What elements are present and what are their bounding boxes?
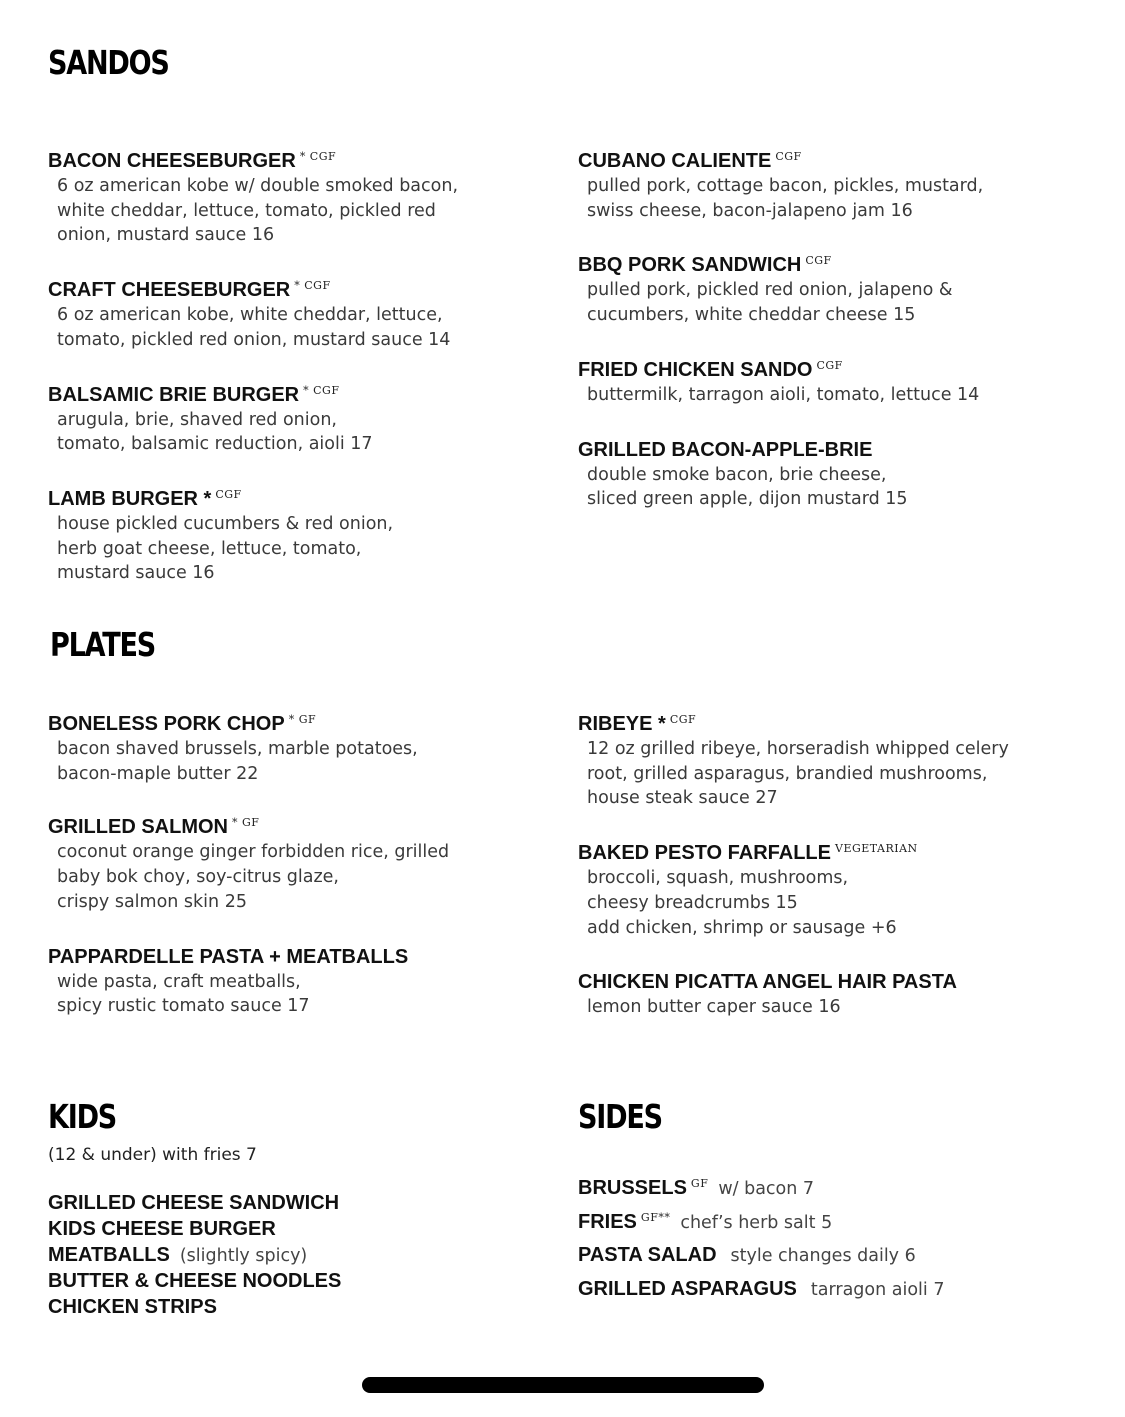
item-description: broccoli, squash, mushrooms,	[587, 868, 849, 889]
item-description: tomato, balsamic reduction, aioli 17	[57, 434, 373, 455]
item-description: onion, mustard sauce 16	[57, 225, 275, 246]
item-name: LAMB BURGER * $^{CGF}$	[48, 487, 242, 510]
item-name: CUBANO CALIENTE $^{CGF}$	[578, 150, 802, 172]
sandos-heading: SANDOS	[48, 43, 169, 82]
item-description: crispy salmon skin 25	[57, 891, 247, 912]
item-description: pulled pork, cottage bacon, pickles, mustard,	[587, 176, 984, 196]
side-item: FRIES $^{GF**}$ chef’s herb salt 5	[578, 1210, 833, 1233]
item-name: BAKED PESTO FARFALLE $^{VEGETARIAN}$	[578, 842, 918, 865]
item-description: 6 oz american kobe w/ double smoked bacon,	[57, 176, 459, 196]
menu-item	[48, 707, 449, 786]
dietary-tag: VEGETARIAN	[835, 842, 918, 856]
dietary-tag: CGF	[215, 487, 242, 501]
kids-note: (12 & under) with fries 7	[48, 1145, 257, 1165]
item-name: RIBEYE * $^{CGF}$	[578, 713, 697, 735]
item-description: wide pasta, craft meatballs,	[57, 971, 301, 992]
menu-item	[578, 965, 1009, 1020]
home-indicator-bar[interactable]	[362, 1377, 764, 1393]
item-description: swiss cheese, bacon-jalapeno jam 16	[587, 200, 913, 221]
item-name: BONELESS PORK CHOP $^{* GF}$	[48, 713, 317, 735]
dietary-tag: CGF	[669, 713, 697, 726]
menu-item	[578, 433, 983, 512]
item-name: CHICKEN PICATTA ANGEL HAIR PASTA	[578, 971, 957, 994]
dietary-tag: CGF	[816, 358, 843, 372]
item-description: double smoke bacon, brie cheese,	[587, 464, 887, 485]
item-name: BBQ PORK SANDWICH $^{CGF}$	[578, 254, 832, 277]
sandos-right-column	[578, 144, 983, 512]
sides-heading: SIDES	[578, 1097, 662, 1136]
menu-item	[48, 810, 449, 914]
dietary-tag: * CGF	[299, 150, 337, 163]
item-description: 12 oz grilled ribeye, horseradish whipped celery	[587, 739, 1009, 759]
item-description: herb goat cheese, lettuce, tomato,	[57, 538, 362, 559]
kids-item: GRILLED CHEESE SANDWICH	[48, 1192, 340, 1214]
menu-item	[48, 940, 449, 1019]
kids-item: MEATBALLS (slightly spicy)	[48, 1244, 308, 1266]
menu-item	[48, 482, 458, 586]
item-description: house steak sauce 27	[587, 788, 778, 809]
plates-heading: PLATES	[50, 625, 155, 664]
dietary-tag: * CGF	[294, 279, 331, 293]
item-name: FRIED CHICKEN SANDO $^{CGF}$	[578, 358, 843, 381]
item-description: house pickled cucumbers & red onion,	[57, 513, 394, 534]
item-description: white cheddar, lettuce, tomato, pickled red	[57, 200, 436, 221]
menu-item	[578, 836, 1009, 940]
item-description: pulled pork, pickled red onion, jalapeno &	[587, 280, 953, 301]
item-description: bacon shaved brussels, marble potatoes,	[57, 739, 418, 759]
item-name: CRAFT CHEESEBURGER $^{* CGF}$	[48, 279, 331, 302]
dietary-tag: * GF	[232, 816, 260, 830]
menu-item	[578, 353, 983, 408]
item-name: PAPPARDELLE PASTA + MEATBALLS	[48, 945, 409, 968]
item-name: BACON CHEESEBURGER $^{* CGF}$	[48, 150, 337, 172]
item-description: baby bok choy, soy-citrus glaze,	[57, 867, 339, 888]
kids-heading: KIDS	[48, 1097, 117, 1136]
item-description: cucumbers, white cheddar cheese 15	[587, 305, 916, 326]
item-description: root, grilled asparagus, brandied mushrooms,	[587, 763, 988, 784]
side-item: BRUSSELS $^{GF}$ w/ bacon 7	[578, 1177, 815, 1199]
item-description: 6 oz american kobe, white cheddar, lettuce,	[57, 305, 443, 326]
item-description: lemon butter caper sauce 16	[587, 997, 841, 1018]
menu-item	[48, 273, 458, 352]
plates-left-column	[48, 707, 449, 1019]
kids-item: KIDS CHEESE BURGER	[48, 1218, 276, 1240]
item-description: sliced green apple, dijon mustard 15	[587, 489, 908, 510]
side-item: PASTA SALAD style changes daily 6	[578, 1244, 916, 1266]
item-description: spicy rustic tomato sauce 17	[57, 996, 310, 1017]
item-description: buttermilk, tarragon aioli, tomato, lettuce 14	[587, 384, 980, 405]
dietary-tag: * CGF	[303, 383, 340, 397]
item-description: cheesy breadcrumbs 15	[587, 892, 798, 913]
item-name: BALSAMIC BRIE BURGER $^{* CGF}$	[48, 383, 340, 406]
item-description: add chicken, shrimp or sausage +6	[587, 917, 897, 938]
sandos-left-column	[48, 144, 458, 586]
dietary-tag: CGF	[775, 150, 802, 163]
item-description: coconut orange ginger forbidden rice, grilled	[57, 842, 450, 863]
menu-item	[578, 707, 1009, 811]
item-description: tomato, pickled red onion, mustard sauce 14	[57, 329, 451, 350]
dietary-tag: * GF	[288, 713, 317, 726]
kids-column	[48, 1143, 351, 1321]
plates-right-column	[578, 707, 1009, 1020]
kids-item: BUTTER & CHEESE NOODLES	[48, 1270, 342, 1292]
menu-item	[578, 248, 983, 327]
item-name: GRILLED SALMON $^{* GF}$	[48, 816, 260, 839]
item-description: arugula, brie, shaved red onion,	[57, 409, 337, 430]
kids-item: CHICKEN STRIPS	[48, 1296, 217, 1318]
item-description: mustard sauce 16	[57, 563, 215, 584]
item-name: GRILLED BACON-APPLE-BRIE	[578, 438, 873, 461]
side-item: GRILLED ASPARAGUS tarragon aioli 7	[578, 1277, 945, 1300]
item-description: bacon-maple butter 22	[57, 763, 259, 784]
menu-item	[578, 144, 983, 223]
dietary-tag: CGF	[805, 254, 832, 268]
menu-item	[48, 378, 458, 457]
menu-item	[48, 144, 458, 248]
dietary-tag: GF**	[640, 1210, 671, 1224]
sides-column	[578, 1170, 944, 1304]
dietary-tag: GF	[690, 1177, 709, 1190]
